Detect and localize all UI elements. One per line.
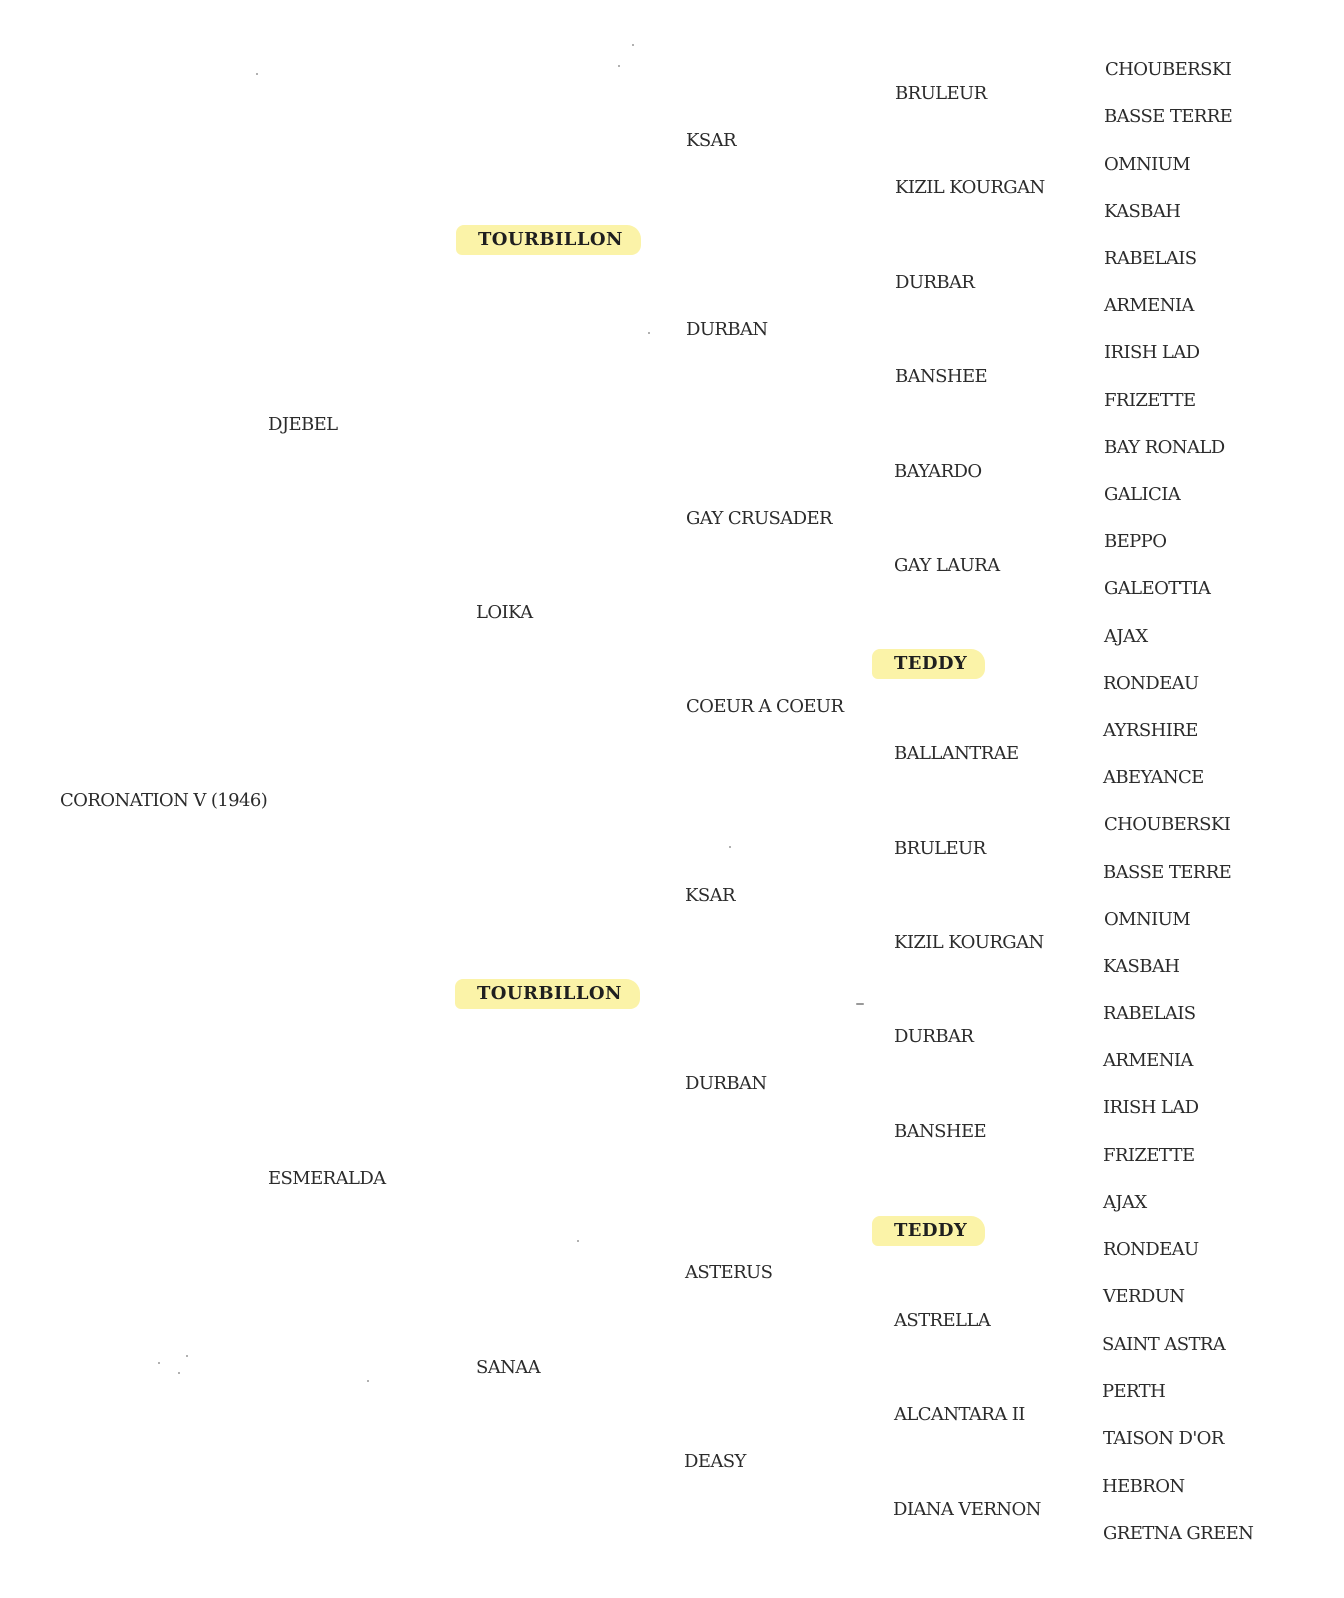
sire-name: DJEBEL [268,414,338,435]
scan-speck [856,1003,864,1005]
gen2-name-1: TOURBILLON [456,225,641,255]
gen5-name-25: AJAX [1103,1192,1147,1213]
gen5-name-12: GALEOTTIA [1104,578,1211,599]
scan-speck [186,1355,188,1357]
dam-name: ESMERALDA [268,1168,386,1189]
gen5-name-16: ABEYANCE [1103,767,1204,788]
gen2-name-3: TOURBILLON [455,979,640,1009]
gen4-name-9: BRULEUR [894,838,986,859]
gen5-name-21: RABELAIS [1103,1003,1196,1024]
gen3-name-7: ASTERUS [685,1262,773,1283]
gen5-name-1: CHOUBERSKI [1105,59,1232,80]
scan-speck [367,1380,369,1382]
gen5-name-13: AJAX [1104,626,1148,647]
scan-speck [729,846,731,848]
gen2-name-2: LOIKA [476,602,533,623]
gen4-name-5: BAYARDO [894,461,982,482]
gen3-name-2: DURBAN [686,319,768,340]
gen4-name-13: TEDDY [872,1216,985,1246]
gen5-name-7: IRISH LAD [1104,342,1200,363]
scan-speck [256,73,258,75]
gen5-name-5: RABELAIS [1104,248,1197,269]
scan-speck [158,1362,160,1364]
gen3-name-5: KSAR [685,885,735,906]
gen3-name-3: GAY CRUSADER [686,508,833,529]
gen2-name-4: SANAA [476,1357,541,1378]
gen5-name-28: SAINT ASTRA [1102,1334,1226,1355]
gen5-name-4: KASBAH [1104,201,1181,222]
gen5-name-17: CHOUBERSKI [1104,814,1231,835]
gen3-name-4: COEUR A COEUR [686,696,844,717]
gen5-name-10: GALICIA [1104,484,1181,505]
scan-speck [178,1372,180,1374]
gen4-name-3: DURBAR [895,272,975,293]
gen5-name-3: OMNIUM [1104,154,1191,175]
gen4-name-12: BANSHEE [894,1121,987,1142]
scan-speck [648,332,650,334]
gen5-name-30: TAISON D'OR [1103,1428,1224,1449]
gen3-name-1: KSAR [686,130,736,151]
gen3-name-6: DURBAN [685,1073,767,1094]
scan-speck [618,65,620,67]
gen4-name-7: TEDDY [872,649,985,679]
gen5-name-6: ARMENIA [1104,295,1194,316]
gen4-name-6: GAY LAURA [894,555,1000,576]
gen5-name-27: VERDUN [1103,1286,1185,1307]
gen5-name-14: RONDEAU [1103,673,1199,694]
gen4-name-4: BANSHEE [895,366,988,387]
gen5-name-24: FRIZETTE [1103,1145,1195,1166]
gen5-name-22: ARMENIA [1103,1050,1193,1071]
gen5-name-2: BASSE TERRE [1104,106,1233,127]
gen4-name-2: KIZIL KOURGAN [895,177,1045,198]
gen5-name-23: IRISH LAD [1103,1097,1199,1118]
gen5-name-15: AYRSHIRE [1103,720,1198,741]
gen5-name-18: BASSE TERRE [1103,862,1232,883]
gen5-name-9: BAY RONALD [1104,437,1225,458]
gen4-name-11: DURBAR [894,1026,974,1047]
scan-speck [632,44,634,46]
gen4-name-15: ALCANTARA II [894,1404,1025,1425]
gen5-name-11: BEPPO [1104,531,1167,552]
gen5-name-26: RONDEAU [1103,1239,1199,1260]
gen3-name-8: DEASY [684,1451,746,1472]
gen4-name-14: ASTRELLA [894,1310,991,1331]
gen4-name-10: KIZIL KOURGAN [894,932,1044,953]
gen4-name-8: BALLANTRAE [894,743,1019,764]
gen5-name-20: KASBAH [1103,956,1180,977]
gen5-name-8: FRIZETTE [1104,390,1196,411]
gen5-name-31: HEBRON [1102,1476,1185,1497]
gen5-name-29: PERTH [1102,1381,1166,1402]
gen4-name-16: DIANA VERNON [893,1499,1041,1520]
gen5-name-19: OMNIUM [1104,909,1191,930]
scan-speck [577,1240,579,1242]
gen4-name-1: BRULEUR [895,83,987,104]
gen5-name-32: GRETNA GREEN [1103,1523,1254,1544]
subject-name: CORONATION V (1946) [60,790,268,811]
